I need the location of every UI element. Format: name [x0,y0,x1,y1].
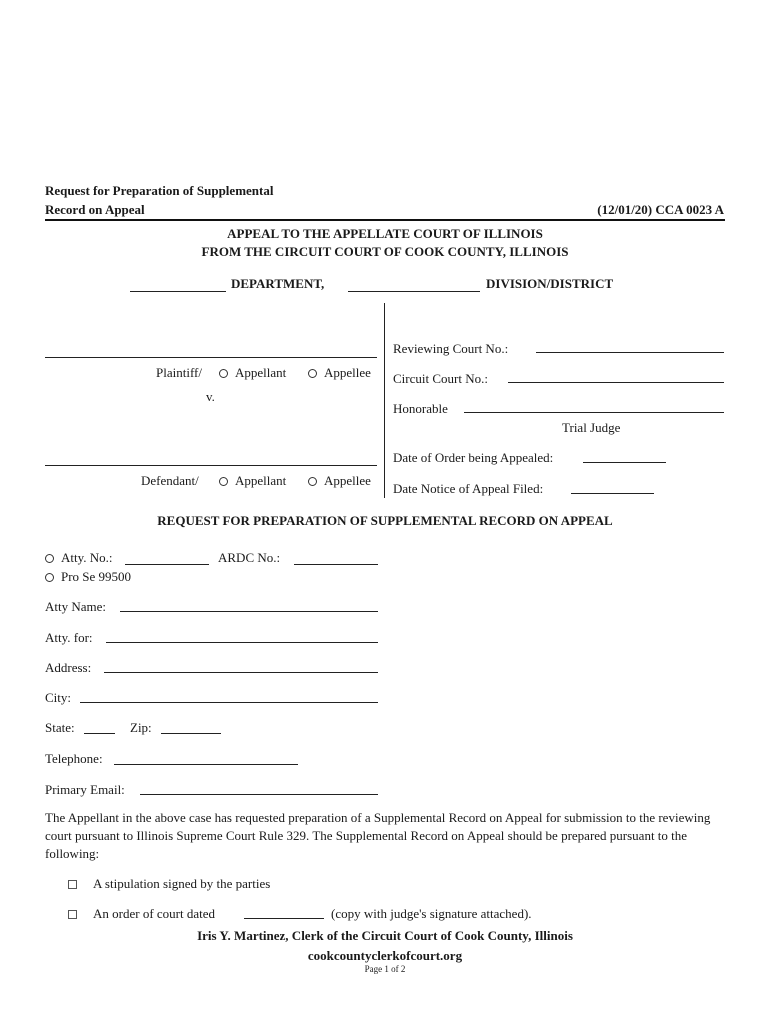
division-field[interactable] [348,291,480,292]
defendant-appellant-option[interactable] [219,473,286,489]
atty-name-field[interactable] [120,611,378,612]
plaintiff-appellee-option[interactable] [308,365,371,381]
defendant-appellee-radio[interactable] [308,477,317,486]
honorable-label: Honorable [393,401,448,416]
atty-for-field[interactable] [106,642,378,643]
pro-se-radio[interactable] [45,573,54,582]
court-order-checkbox[interactable] [68,910,77,919]
atty-name-label: Atty Name: [45,599,107,614]
form-title-line1: Request for Preparation of Supplemental [45,183,274,198]
department-label: DEPARTMENT, [231,276,325,291]
defendant-appellee-option[interactable] [308,473,371,489]
zip-label: Zip: [130,720,152,735]
judge-name-field[interactable] [464,412,724,413]
court-order-date-field[interactable] [244,918,324,919]
date-notice-field[interactable] [571,493,654,494]
date-notice-label: Date Notice of Appeal Filed: [393,481,544,496]
clerk-name: Iris Y. Martinez, Clerk of the Circuit Court of Cook County, Illinois [197,928,573,943]
address-field[interactable] [104,672,378,673]
email-field[interactable] [140,794,378,795]
date-order-label: Date of Order being Appealed: [393,450,554,465]
court-order-option[interactable] [68,906,77,922]
page-number: Page 1 of 2 [364,964,406,974]
form-code: (12/01/20) CCA 0023 A [597,202,724,217]
form-title-line2: Record on Appeal [45,202,145,217]
trial-judge-label: Trial Judge [562,420,621,435]
defendant-appellant-label: Appellant [235,473,287,488]
plaintiff-name-field[interactable] [45,357,377,358]
request-paragraph: The Appellant in the above case has requested preparation of a Supplemental Record on Appeal for submission to the reviewing court pursuant to Illinois Supreme Court Rule 329. The Supplemental Record on Appeal should be prepared pursuant to the following: [45,810,711,861]
city-field[interactable] [80,702,378,703]
clerk-website: cookcountyclerkofcourt.org [307,948,463,963]
versus-label: v. [206,389,215,404]
pro-se-option[interactable] [45,569,131,585]
circuit-court-label: Circuit Court No.: [393,371,488,386]
ardc-field[interactable] [294,564,378,565]
atty-no-field[interactable] [125,564,209,565]
defendant-name-field[interactable] [45,465,377,466]
court-order-suffix: (copy with judge's signature attached). [331,906,532,921]
caption-divider [384,303,385,498]
atty-no-radio[interactable] [45,554,54,563]
atty-no-label: Atty. No.: [61,550,113,565]
stipulation-checkbox[interactable] [68,880,77,889]
pro-se-label: Pro Se 99500 [61,569,132,584]
section-title: REQUEST FOR PREPARATION OF SUPPLEMENTAL RECORD ON APPEAL [157,513,613,528]
telephone-label: Telephone: [45,751,103,766]
plaintiff-label: Plaintiff/ [156,365,202,380]
email-label: Primary Email: [45,782,125,797]
circuit-court-field[interactable] [508,382,724,383]
stipulation-label: A stipulation signed by the parties [93,876,271,891]
defendant-appellant-radio[interactable] [219,477,228,486]
division-label: DIVISION/DISTRICT [486,276,614,291]
state-field[interactable] [84,733,115,734]
header-rule [45,219,725,221]
zip-field[interactable] [161,733,221,734]
state-label: State: [45,720,75,735]
reviewing-court-field[interactable] [536,352,724,353]
plaintiff-appellant-option[interactable] [219,365,286,381]
defendant-label: Defendant/ [141,473,199,488]
date-order-field[interactable] [583,462,666,463]
court-order-label: An order of court dated [93,906,216,921]
city-label: City: [45,690,72,705]
reviewing-court-label: Reviewing Court No.: [393,341,509,356]
plaintiff-appellant-radio[interactable] [219,369,228,378]
stipulation-option[interactable] [68,876,77,892]
atty-no-option[interactable] [45,550,113,566]
ardc-label: ARDC No.: [218,550,281,565]
telephone-field[interactable] [114,764,298,765]
court-heading-line1: APPEAL TO THE APPELLATE COURT OF ILLINOIS [227,226,543,241]
plaintiff-appellee-label: Appellee [324,365,371,380]
plaintiff-appellee-radio[interactable] [308,369,317,378]
address-label: Address: [45,660,92,675]
atty-for-label: Atty. for: [45,630,93,645]
department-field[interactable] [130,291,226,292]
plaintiff-appellant-label: Appellant [235,365,287,380]
court-heading-line2: FROM THE CIRCUIT COURT OF COOK COUNTY, ILLINOIS [201,244,569,259]
defendant-appellee-label: Appellee [324,473,371,488]
